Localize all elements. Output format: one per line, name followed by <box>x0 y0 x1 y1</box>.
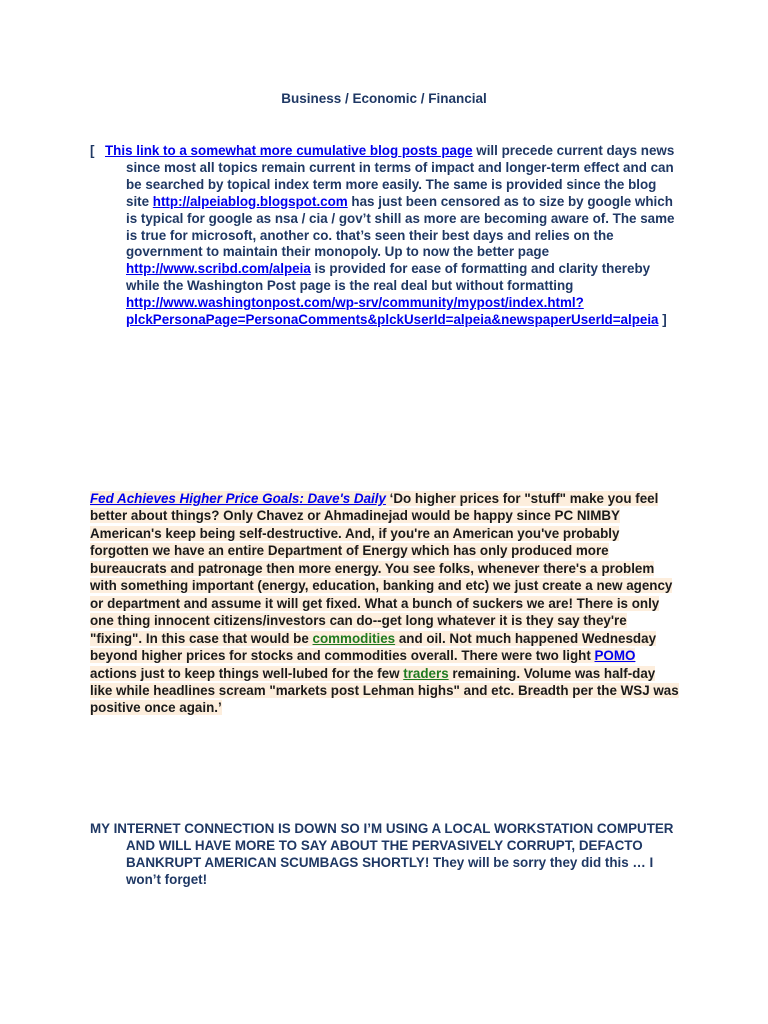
traders-link[interactable]: traders <box>403 665 449 681</box>
pomo-link[interactable]: POMO <box>594 648 636 664</box>
blogspot-link[interactable]: http://alpeiablog.blogspot.com <box>152 193 348 209</box>
intro-paragraph <box>90 143 680 329</box>
closing-paragraph <box>90 820 680 888</box>
washingtonpost-link[interactable]: http://www.washingtonpost.com/wp-srv/community/mypost/index.html?plckPersonaPage=PersonaComments&plckUserId=alpeia&newspaperUserId=alpeia <box>126 295 659 328</box>
close-bracket: ] <box>658 312 667 328</box>
closing-text: MY INTERNET CONNECTION IS DOWN SO I’M USING A LOCAL WORKSTATION COMPUTER AND WILL HAVE MORE TO SAY ABOUT THE PERVASIVELY CORRUPT, DEFACTO BANKRUPT AMERICAN SCUMBAGS SHORTLY! They will be sorry they did this … I won’t forget! <box>90 821 674 887</box>
article-paragraph <box>90 490 680 717</box>
article-text-2: and oil. Not much happened Wednesday beyond higher prices for stocks and commodities overall. There were two light <box>90 630 657 664</box>
article-highlight <box>90 491 679 715</box>
intro-text-2: has just been censored as to size by google which is typical for google as nsa / cia / gov’t shill as more are becoming aware of. The same is true for microsoft, another co. that’s seen their best days and relies on the government to maintain their monopoly. Up to now the better page <box>126 193 675 260</box>
intro-text-3: is provided for ease of formatting and clarity thereby while the Washington Post page is the real deal but without formatting <box>126 261 651 294</box>
scribd-link[interactable]: http://www.scribd.com/alpeia <box>126 261 311 277</box>
intro-text-1: will precede current days news since most all topics remain current in terms of impact and longer-term effect and can be searched by topical index term more easily. The same is provided since the blog site <box>126 143 675 209</box>
page-title: Business / Economic / Financial <box>281 91 487 106</box>
intro-body <box>90 143 680 329</box>
article-text-1: ‘Do higher prices for "stuff" make you feel better about things? Only Chavez or Ahmadinejad would be happy since PC NIMBY American's keep being self-destructive. And, if you're an American you've probably forgotten we have an entire Department of Energy which has only produced more bureaucrats and patronage then more energy. You see folks, whenever there's a problem with something important (energy, education, banking and etc) we just create a new agency or department and assume it will get fixed. What a bunch of suckers we are! There is only one thing innocent citizens/investors can do--get long whatever it is they say they're "fixing". In this case that would be <box>90 491 673 646</box>
open-bracket: [ <box>90 143 95 158</box>
commodities-link[interactable]: commodities <box>312 630 396 646</box>
article-text-3: actions just to keep things well-lubed for the few <box>90 665 404 681</box>
blog-posts-link[interactable]: This link to a somewhat more cumulative blog posts page <box>105 143 473 158</box>
article-headline-link[interactable]: Fed Achieves Higher Price Goals: Dave's Daily <box>90 491 386 506</box>
article-text-4: remaining. Volume was half-day like while headlines scream "markets post Lehman highs" and etc. Breadth per the WSJ was positive once again.’ <box>90 665 679 716</box>
